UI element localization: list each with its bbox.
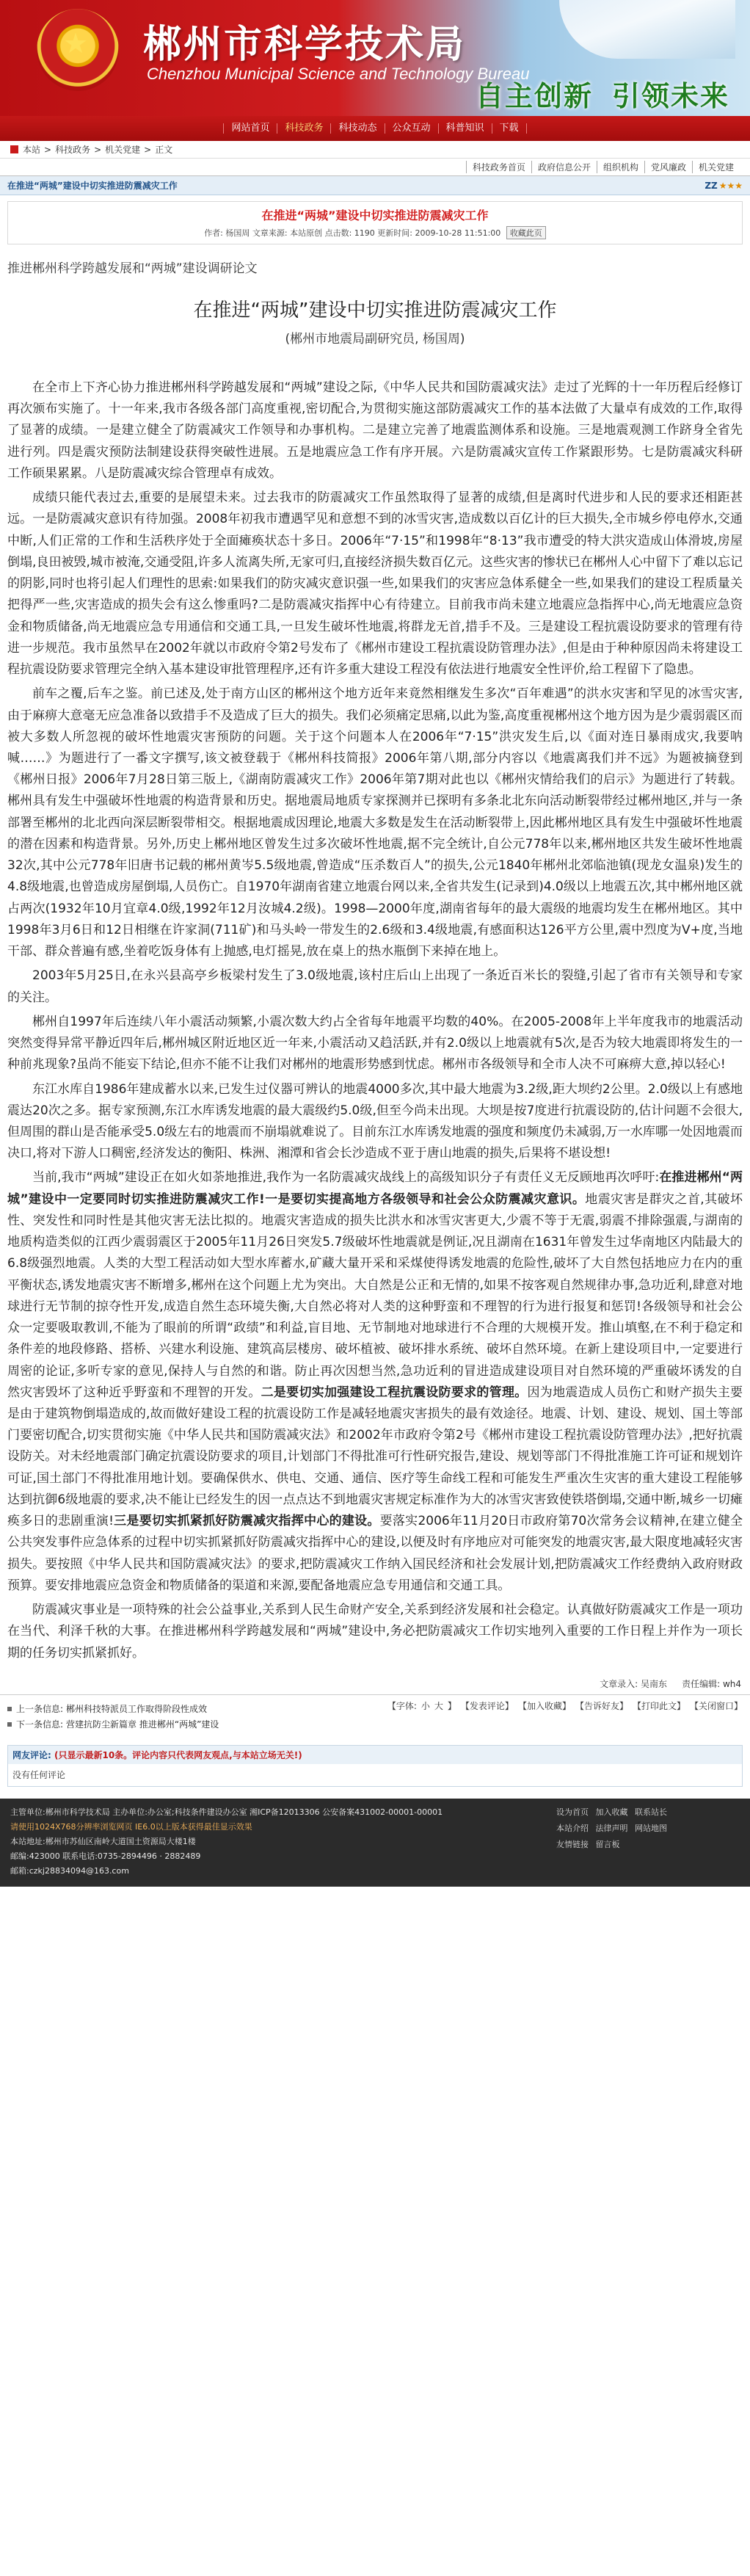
comment-header — [8, 1746, 742, 1764]
article-title: 在推进“两城”建设中切实推进防震减灾工作 — [193, 300, 557, 322]
contact-link[interactable]: 联系站长 — [635, 1807, 667, 1817]
nav-interaction[interactable]: 公众互动 — [385, 123, 439, 134]
about-link[interactable]: 本站介绍 — [556, 1823, 589, 1833]
footer-line: 主管单位:郴州市科学技术局 主办单位:办公室;科技条件建设办公室 湘ICP备12013306 公安备案431002-00001-00001 — [10, 1807, 443, 1817]
favorite-button[interactable]: 收藏此页 — [506, 226, 546, 239]
nav-download[interactable]: 下载 — [492, 123, 527, 134]
guestbook-link[interactable]: 留言板 — [595, 1839, 620, 1849]
editor-info — [0, 1670, 750, 1695]
bullet-icon — [7, 1722, 12, 1727]
footer-note: 请使用1024X768分辨率浏览网页 IE6.0以上版本获得最佳显示效果 — [10, 1821, 252, 1832]
crumb-current: 正文 — [155, 145, 173, 155]
footer-line: 邮箱:czkj28834094@163.com — [10, 1865, 129, 1876]
comment-button[interactable]: 【发表评论】 — [460, 1700, 514, 1711]
footer-line: 本站地址:郴州市苏仙区南岭大道国土资源局大楼1楼 — [10, 1836, 196, 1846]
crumb-sep: > — [44, 144, 52, 155]
article-meta-text: 作者: 杨国周 文章来源: 本站原创 点击数: 1190 更新时间: 2009-10-28 11:51:00 — [204, 228, 501, 238]
crumb-sep: > — [94, 144, 102, 155]
sitemap-link[interactable]: 网站地图 — [635, 1823, 667, 1833]
star-icon: ★★★ — [718, 180, 743, 191]
call-bold-1: 在推进郴州“两城”建设中一定要同时切实推进防震减灾工作!一是要切实提高地方各级领导和社会公众防震减灾意识。 — [7, 1170, 743, 1207]
prev-link[interactable]: 郴州科技特派员工作取得阶段性成效 — [66, 1703, 208, 1714]
bullet-icon — [7, 1707, 12, 1711]
nav-knowledge[interactable]: 科普知识 — [439, 123, 492, 134]
comment-section — [7, 1745, 743, 1787]
sub-nav — [0, 159, 750, 176]
subnav-gov-home[interactable]: 科技政务首页 — [466, 161, 531, 173]
favorite-link[interactable]: 【加入收藏】 — [517, 1700, 571, 1711]
footer-links — [556, 1806, 740, 1854]
site-title: 郴州市科学技术局 — [143, 23, 467, 67]
comment-label: 网友评论: — [12, 1749, 51, 1760]
subnav-party[interactable]: 机关党建 — [692, 161, 740, 173]
article-kicker: 推进郴州科学跨越发展和“两城”建设调研论文 — [7, 261, 258, 276]
paragraph: 东江水库自1986年建成蓄水以来,已发生过仪器可辨认的地震4000多次,其中最大地震为3.2级,距大坝约2公里。2.0级以上有感地震达20次之多。据专家预测,东江水库诱发地震的最大震级约5.0级,但至今尚未出现。大坝是按7度进行抗震设防的,估计问题不会很大,但周围的群山是否能承受5.0级左右的地震而不崩塌就难说了。目前东江水库诱发地震的强度和频度仍未减弱,万一水库哪一处因地震而决口,将对下游人口稠密,经济发达的衡阳、株洲、湘潭和省会长沙造成不亚于唐山地震的损失,后果将不堪设想! — [7, 1081, 743, 1161]
location-title: 在推进“两城”建设中切实推进防震减灾工作 — [7, 181, 178, 191]
article-header-title: 在推进“两城”建设中切实推进防震减灾工作 — [261, 208, 489, 222]
paragraph: 郴州自1997年后连续八年小震活动频繁,小震次数大约占全省每年地震平均数的40%。在2005-2008年上半年度我市的地震活动突然变得异常平静近四年后,郴州城区附近地区近一年来,小震活动又趋活跃,并有2.0级以上地震就有5次,是否为较大地震即将发生的一种前兆现象?虽尚不能妄下结论,但亦不能不让我们对郴州的地震形势感到忧虑。郴州市各级领导和全市人决不可麻痹大意,掉以轻心! — [7, 1014, 743, 1073]
close-window-button[interactable]: 【关闭窗口】 — [689, 1700, 743, 1711]
paragraph: 成绩只能代表过去,重要的是展望未来。过去我市的防震减灾工作虽然取得了显著的成绩,但是离时代进步和人民的要求还相距甚远。一是防震减灾意识有待加强。2008年初我市遭遇罕见和意想不到的冰雪灾害,造成数以百亿计的巨大损失,全市城乡停电停水,交通中断,人们正常的工作和生活秩序处于全面瘫痪状态十多日。2006年“7·15”和1998年“8·13”我市遭受的特大洪灾造成山体滑坡,房屋倒塌,良田被毁,城市被淹,交通受阻,许多人流离失所,无家可归,直接经济损失数百亿元。这些灾害的惨状已在郴州人心中留下了难以忘记的阴影,同时也将引起人们理性的思索:如果我们的防灾减灾意识强一些,如果我们的灾害应急体系健全一些,如果我们的建设工程质量关把得严一些,灾害造成的损失会有这么惨重吗?二是防震减灾指挥中心有待建立。目前我市尚未建立地震应急指挥中心,尚无地震应急资金和物质储备,尚无地震应急专用通信和交通工具,一旦发生破坏性地震,将群龙无首,措手不及。三是建设工程抗震设防要求的管理有待进一步规范。我市虽然早在2002年就以市政府令第2号发布了《郴州市建设工程抗震设防管理办法》,但是由于种种原因尚未将建设工程抗震设防要求管理完全纳入基本建设审批管理程序,还有许多重大建设工程没有依法进行地震安全性评价,给工程留下了隐患。 — [7, 490, 743, 678]
font-close-bracket: 】 — [447, 1700, 456, 1711]
font-large-button[interactable]: 大 — [434, 1700, 443, 1711]
breadcrumb — [0, 141, 750, 159]
slogan — [476, 73, 729, 114]
font-label: 【字体: — [387, 1700, 417, 1711]
entry-value: 吴南东 — [641, 1678, 668, 1689]
call-text-2: 因为地震造成人员伤亡和财产损失主要是由于建筑物倒塌造成的,故而做好建设工程的抗震设防工作是减轻地震灾害损失的最有效途径。地震、计划、建设、规划、国土等部门要密切配合,切实贯彻实施《中华人民共和国防震减灾法》和2002年市政府令第2号《郴州市建设工程抗震设防管理办法》,把好抗震设防关。对未经地震部门确定抗震设防要求的项目,计划部门不得批准可行性研究报告,建设、规划等部门不得批准施工许可证和规划许可证,国土部门不得批准用地计划。要确保供水、供电、交通、通信、医疗等生命线工程和可能发生严重次生灾害的重大建设工程能够达到抗御6级地震的要求,决不能让已经发生的因一点点达不到地震灾害规定标准作为大的冰雪灾害致使铁塔倒塌,交通中断,城乡一切瘫痪多日的悲剧重演! — [7, 1385, 743, 1529]
comment-note: (只显示最新10条。评论内容只代表网友观点,与本站立场无关!) — [54, 1749, 302, 1760]
home-icon — [10, 145, 18, 153]
article-body — [7, 377, 743, 1664]
nav-news[interactable]: 科技动态 — [331, 123, 385, 134]
footer — [0, 1799, 750, 1887]
national-emblem-icon: ★ — [37, 9, 119, 91]
legal-link[interactable]: 法律声明 — [595, 1823, 628, 1833]
call-bold-3: 三是要切实抓紧抓好防震减灾指挥中心的建设。 — [113, 1514, 380, 1529]
font-small-button[interactable]: 小 — [420, 1700, 430, 1711]
next-link[interactable]: 营建抗防尘新篇章 推进郴州“两城”建设 — [66, 1719, 219, 1730]
subnav-open-info[interactable]: 政府信息公开 — [531, 161, 597, 173]
subnav-org[interactable]: 组织机构 — [597, 161, 644, 173]
prev-article[interactable] — [7, 1702, 219, 1715]
comment-empty: 没有任何评论 — [12, 1769, 66, 1780]
next-label: 下一条信息: — [16, 1719, 64, 1730]
print-button[interactable]: 【打印此文】 — [632, 1700, 685, 1711]
train-image — [559, 0, 735, 59]
friend-links[interactable]: 友情链接 — [556, 1839, 589, 1849]
article-tools — [387, 1699, 743, 1712]
footer-line: 邮编:423000 联系电话:0735-2894496 · 2882489 — [10, 1851, 201, 1861]
prev-next-nav — [0, 1695, 750, 1738]
nav-gov[interactable]: 科技政务 — [277, 123, 331, 134]
rating-label: ZZ — [705, 180, 718, 191]
paragraph: 2003年5月25日,在永兴县高亭乡板梁村发生了3.0级地震,该村庄后山上出现了一条近百米长的裂缝,引起了省市有关领导和专家的关注。 — [7, 968, 743, 1005]
next-article[interactable] — [7, 1718, 219, 1730]
main-nav — [0, 116, 750, 141]
crumb-gov[interactable]: 科技政务 — [55, 145, 91, 155]
call-text-1: 地震灾害是群灾之首,其破坏性、突发性和同时性是其他灾害无法比拟的。地震灾害造成的损失比洪水和冰雪灾害更大,少震不等于无震,弱震不排除强震,与湖南的地质构造类似的江西少震弱震区于2005年11月26日突发5.7级破坏性地震就是例证,况且湖南在1631年曾发生过华南地区内陆最大的6.8级强烈地震。人类的大型工程活动如大型水库蓄水,矿藏大量开采和采煤使得诱发地震的危险性,破坏了大自然包括地应力在内的重平衡状态,诱发地震灾害不断增多,郴州在这个问题上尤为突出。大自然是公正和无情的,如果不按客观自然规律办事,急功近利,肆意对地球进行无节制的掠夺性开发,成造自然生态环境失衡,大自然必将对人类的这种野蛮和不理智的行为进行报复和惩罚!各级领导和社会公众一定要吸取教训,不能为了眼前的所谓“政绩”和利益,盲目地、无节制地对地球进行不合理的大规模开发。推山填壑,在不利于稳定和条件差的地段修路、搭桥、兴建水利设施、建筑高层楼房、破坏植被、破坏排水系统、破坏自然环境。在新上建设项目中,一定要进行周密的论证,多听专家的意见,保持人与自然的和谐。防止再次因想当然,急功近利的冒进造成建设项目对自然环境的严重破坏诱发的自然灾害毁坏了这种近乎野蛮和不理智的开发。 — [7, 1191, 743, 1400]
paragraph-closing: 防震减灾事业是一项特殊的社会公益事业,关系到人民生命财产安全,关系到经济发展和社会稳定。认真做好防震减灾工作是一项功在当代、利泽千秋的大事。在推进郴州科学跨越发展和“两城”建设中,务必把防震减灾工作切实地列入重要的工作日程上并作为一项长期的任务切实抓紧抓好。 — [7, 1603, 743, 1661]
location-bar — [0, 176, 750, 195]
paragraph-call — [7, 1167, 743, 1597]
article-byline: (郴州市地震局副研究员, 杨国周) — [285, 332, 465, 347]
set-home-link[interactable]: 设为首页 — [556, 1807, 589, 1817]
editor-label: 责任编辑: — [682, 1678, 721, 1689]
paragraph: 在全市上下齐心协力推进郴州科学跨越发展和“两城”建设之际,《中华人民共和国防震减灾法》走过了光辉的十一年历程后经修订再次颁布实施了。十一年来,我市各级各部门高度重视,密切配合,为贯彻实施这部防震减灾工作的基本法做了大量卓有成效的工作,取得了显著的成绩。一是建立健全了防震减灾工作领导和办事机构。二是建立完善了地震监测体系和设施。三是地震观测工作跻身全省先进行列。四是震灾预防法制建设获得突破性进展。五是地震应急工作有序开展。六是防震减灾宣传工作紧跟形势。七是防震减灾科研工作硕果累累。八是防震减灾综合管理卓有成效。 — [7, 380, 743, 481]
article-content — [0, 258, 750, 1664]
nav-home[interactable]: 网站首页 — [223, 123, 277, 134]
slogan-part-1: 自主创新 — [475, 80, 593, 112]
crumb-party[interactable]: 机关党建 — [105, 145, 141, 155]
header-banner — [0, 0, 750, 116]
slogan-part-2: 引领未来 — [611, 80, 729, 112]
call-bold-2: 二是要切实加强建设工程抗震设防要求的管理。 — [261, 1385, 528, 1400]
editor-value: wh4 — [722, 1678, 741, 1689]
entry-label: 文章录入: — [600, 1678, 638, 1689]
entry-by — [600, 1677, 667, 1690]
rating-stars — [705, 181, 743, 191]
call-lead: 当前,我市“两城”建设正在如火如荼地推进,我作为一名防震减灾战线上的高级知识分子有责任义无反顾地再次呼吁: — [32, 1170, 660, 1186]
crumb-site[interactable]: 本站 — [23, 145, 41, 155]
add-favorite-link[interactable]: 加入收藏 — [595, 1807, 628, 1817]
article-header — [7, 201, 743, 244]
prev-label: 上一条信息: — [16, 1703, 64, 1714]
call-text-3: 要落实2006年11月20日市政府第70次常务会议精神,在建立健全公共突发事件应急体系的过程中切实抓紧抓好防震减灾指挥中心的建设,以便及时有序地应对可能突发的地震灾害,最大限度地减轻灾害损失。要按照《中华人民共和国防震减灾法》的要求,把防震减灾工作纳入国民经济和社会发展计划,把防震减灾工作经费纳入政府财政预算。要安排地震应急资金和物质储备的渠道和来源,要配备地震应急专用通信和交通工具。 — [7, 1514, 743, 1593]
site-title-en: Chenzhou Municipal Science and Technology Bureau — [147, 65, 530, 83]
paragraph: 前车之覆,后车之鉴。前已述及,处于南方山区的郴州这个地方近年来竟然相继发生多次“百年难遇”的洪水灾害和罕见的冰雪灾害,由于麻痹大意毫无应急准备以致措手不及造成了巨大的损失。我们必须痛定思痛,以此为鉴,高度重视郴州这个地方因为是少震弱震区而被大多数人所忽视的破坏性地震灾害预防的问题。关于这个问题本人在2006年“7·15”洪灾发生后,以《面对连日暴雨成灾,我要呐喊……》为题进行了一番文字撰写,该文被登载于《郴州科技简报》2006年第八期,部分内容以《地震离我们并不远》为题被摘登到《郴州日报》2006年7月28日第三版上,《湖南防震减灾工作》2006年第7期对此也以《郴州灾情给我们的启示》为题进行了转载。郴州具有发生中强破坏性地震的构造背景和历史。据地震局地质专家探测并已探明有多条北北东向活动断裂带经过郴州地区,并与一条部署至郴州的北北西向深层断裂带相交。根据地震成因理论,地震大多数是发生在活动断裂带上,因此郴州地区具有发生中强破坏性地震的潜在因素和构造背景。另外,历史上郴州地区曾发生过多次破坏性地震,据不完全统计,自公元778年以来,郴州地区共发生破坏性地震32次,其中公元778年旧唐书记载的郴州黄岑5.5级地震,曾造成“压杀数百人”的损失,公元1840年郴州北郊临池镇(现龙女温泉)发生的4.8级地震,也曾造成房屋倒塌,人员伤亡。自1970年湖南省建立地震台网以来,全省共发生(记录到)4.0级以上地震五次,其中郴州地区就占两次(1932年10月宜章4.0级,1992年12月汝城4.2级)。1998—2000年度,湖南省每年的最大震级的地震均发生在郴州地区。其中1998年3月6日和12日相继在许家洞(711矿)和马头岭一带发生的2.6级和3.4级地震,有感面积达126平方公里,震中烈度为V+度,当地干部、群众普遍有感,坐着吃饭身体有上抛感,电灯摇晃,放在桌上的热水瓶倒下来掉在地上。 — [7, 686, 743, 959]
article-meta — [8, 226, 742, 244]
tell-friend-button[interactable]: 【告诉好友】 — [575, 1700, 628, 1711]
subnav-integrity[interactable]: 党风廉政 — [644, 161, 692, 173]
crumb-sep: > — [144, 144, 152, 155]
editor-by — [682, 1677, 741, 1690]
